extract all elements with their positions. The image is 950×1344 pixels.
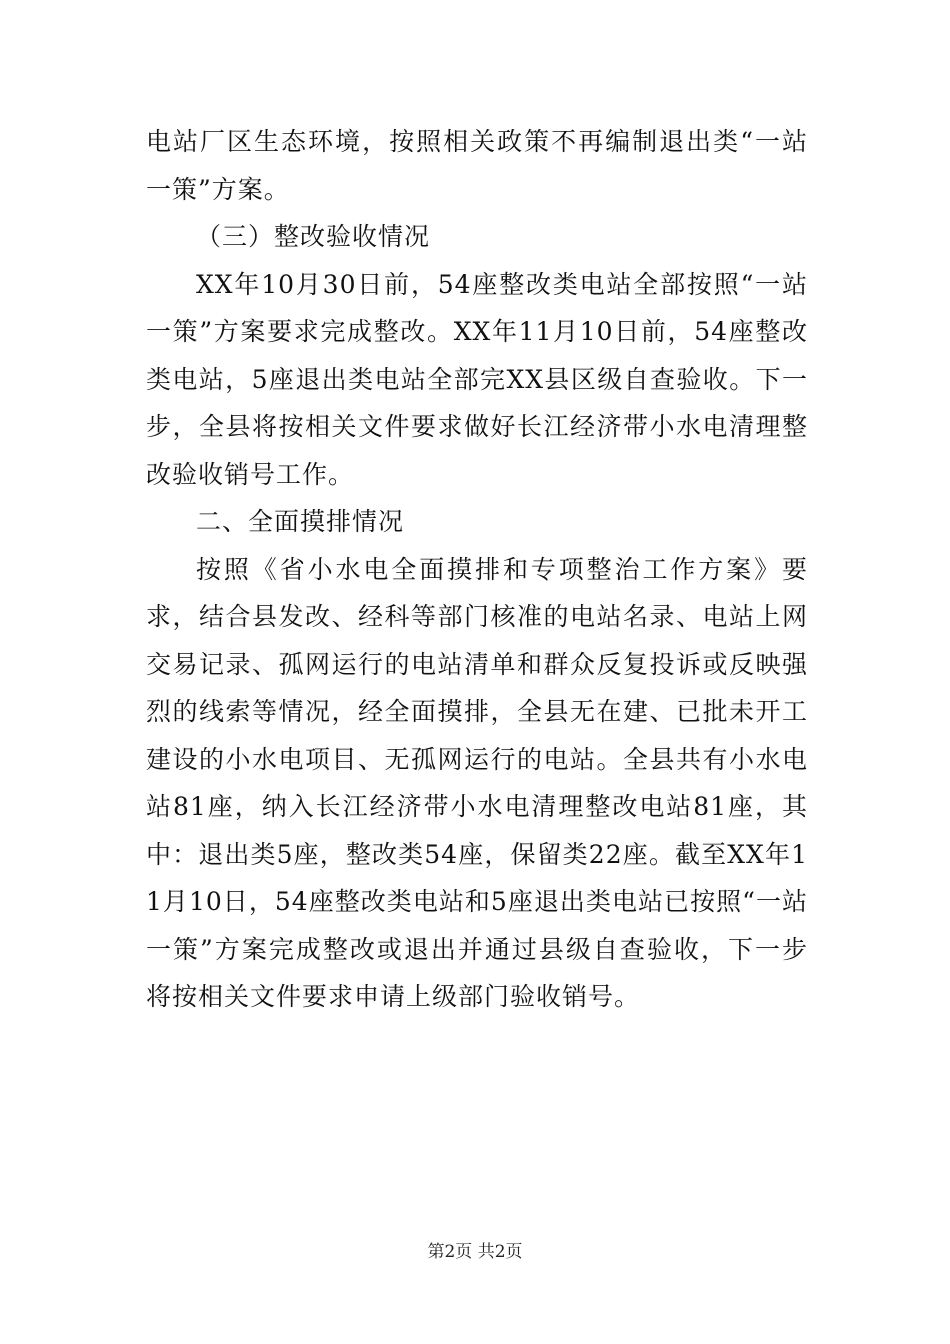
section-heading-two: 二、全面摸排情况 <box>196 507 405 536</box>
document-body <box>146 118 808 1021</box>
page-footer: 第2页 共2页 <box>427 1242 523 1262</box>
paragraph-survey: 按照《省小水电全面摸排和专项整治工作方案》要求，结合县发改、经科等部门核准的电站名录、电站上网交易记录、孤网运行的电站清单和群众反复投诉或反映强烈的线索等情况，经全面摸排，全县无在建、已批未开工建设的小水电项目、无孤网运行的电站。全县共有小水电站81座，纳入长江经济带小水电清理整改电站81座，其中：退出类5座，整改类54座，保留类22座。截至XX年11月10日，54座整改类电站和5座退出类电站已按照“一站一策”方案完成整改或退出并通过县级自查验收，下一步将按相关文件要求申请上级部门验收销号。 <box>146 554 808 1011</box>
paragraph-continuation: 电站厂区生态环境，按照相关政策不再编制退出类“一站一策”方案。 <box>146 127 808 204</box>
section-heading-three: （三）整改验收情况 <box>196 222 431 251</box>
paragraph-acceptance: XX年10月30日前，54座整改类电站全部按照“一站一策”方案要求完成整改。XX年11月10日前，54座整改类电站，5座退出类电站全部完XX县区级自查验收。下一步，全县将按相关文件要求做好长江经济带小水电清理整改验收销号工作。 <box>146 269 808 489</box>
